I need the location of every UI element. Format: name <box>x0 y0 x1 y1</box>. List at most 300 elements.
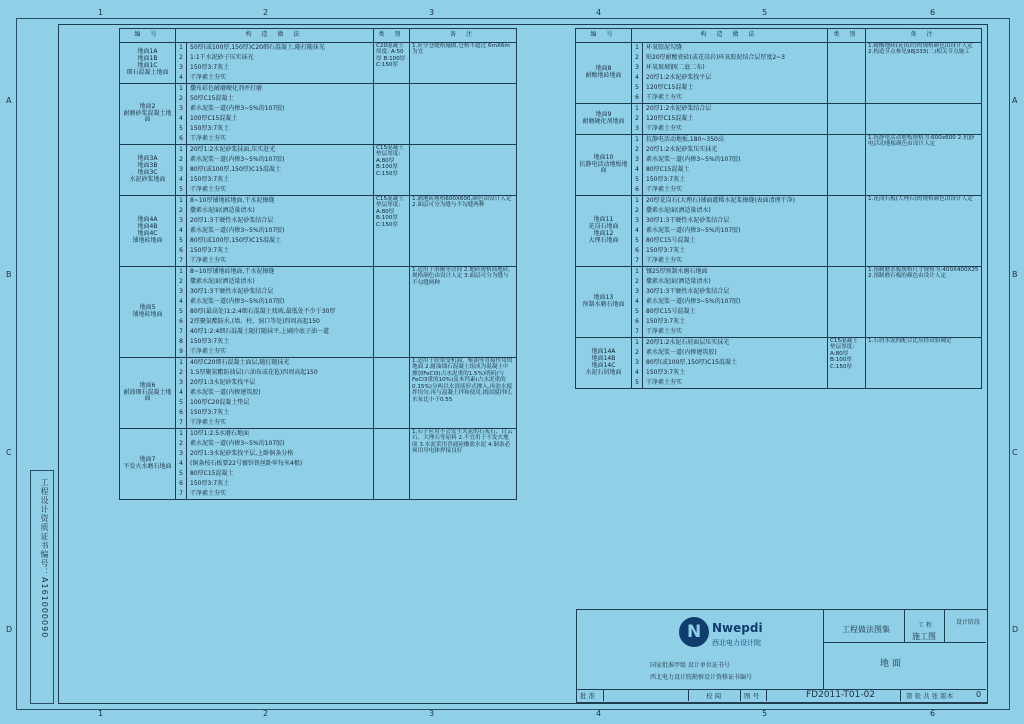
step-text: 干净素土夯实 <box>190 256 227 264</box>
table-row <box>576 135 982 196</box>
floor-code: 地面3A <box>137 155 158 163</box>
table-row <box>120 84 517 145</box>
step-text: 150厚3:7灰土 <box>646 175 686 183</box>
category-cell <box>828 104 866 135</box>
drawing-number: FD2011-T01-02 <box>806 690 876 700</box>
phase-label: 工 程 <box>918 622 932 629</box>
construction-steps <box>632 135 828 196</box>
construction-step <box>634 104 825 114</box>
construction-step <box>178 165 371 175</box>
floor-code: 地面12 <box>593 230 614 237</box>
step-text: 150厚3:7灰土 <box>190 337 230 345</box>
note-cell <box>410 84 517 145</box>
construction-step <box>178 489 371 499</box>
step-text: 150厚3:7灰土 <box>190 63 230 71</box>
table-row <box>120 196 517 267</box>
note-cell: 1.适用于浴厕等房间 2.地砖规格商地砖,规格颜色由设计人定 3.面层可分为缝与不勾缝两种 <box>410 267 517 358</box>
floor-code: 花岗石地面 <box>588 223 619 231</box>
construction-step <box>634 297 825 307</box>
floor-code-cell <box>120 84 176 145</box>
construction-step <box>178 185 371 195</box>
step-text: 120厚C15混凝土 <box>646 114 694 122</box>
step-number: 4 <box>176 114 187 124</box>
floor-code: 地面10 <box>593 153 614 161</box>
step-number: 1 <box>176 267 187 277</box>
floor-code: 地面4C <box>137 230 158 237</box>
step-number: 4 <box>632 297 643 307</box>
step-number: 6 <box>632 246 643 256</box>
construction-step <box>634 287 825 297</box>
construction-step <box>178 368 371 378</box>
construction-step <box>178 378 371 388</box>
step-text: 素水泥浆一道(内掺建筑胶) <box>190 388 261 396</box>
construction-step <box>634 155 825 165</box>
header-code: 编 号 <box>576 29 632 43</box>
row-marker: D <box>1012 625 1019 634</box>
company-logo-icon <box>679 617 709 647</box>
table-row <box>120 429 517 500</box>
floor-code: 大理石地面 <box>588 236 619 244</box>
category-cell <box>374 84 410 145</box>
construction-steps <box>176 43 374 84</box>
floor-code: 地面5 <box>139 304 156 312</box>
step-number: 4 <box>176 388 187 398</box>
construction-step <box>178 449 371 459</box>
step-text: 50厚(或100厚,150厚)C20细石混凝土,随打随抹光 <box>190 43 325 51</box>
construction-step <box>634 256 825 266</box>
construction-steps <box>632 338 828 389</box>
construction-step <box>178 358 371 368</box>
category-cell <box>828 43 866 104</box>
step-text: 干净素土夯实 <box>190 73 227 81</box>
construction-step <box>634 307 825 317</box>
step-text: 40厚1:2:4细石混凝土随打随抹平,上刷冷底子油一道 <box>190 327 330 335</box>
construction-step <box>634 175 825 185</box>
floor-code: 水泥石屑地面 <box>585 368 622 376</box>
column-marker: 1 <box>98 709 104 718</box>
step-text: 抗静电活动地板,180~350高 <box>646 135 724 143</box>
step-number: 4 <box>176 297 187 307</box>
construction-step <box>634 135 825 145</box>
note-cell: 1.应分仓缝格施做,仓格不超过 6mX6m 为宜 <box>410 43 517 84</box>
category-cell <box>828 135 866 196</box>
step-text: 素水泥浆一道(内掺3~5%的107胶) <box>190 439 285 447</box>
step-text: 150厚3:7灰土 <box>190 479 230 487</box>
category-cell <box>828 196 866 267</box>
step-number: 1 <box>176 145 187 155</box>
category-cell: C15混凝土 垫层厚度: A:80厚 B:100厚 C:150厚 <box>828 338 866 389</box>
step-number: 2 <box>632 277 643 287</box>
step-text: 环氧胶泥勾缝 <box>646 43 683 51</box>
note-cell: 1.铺地砖规格600X600,颜色由设计人定 2.面层可分为缝与不勾缝两种 <box>410 196 517 267</box>
row-marker: B <box>1012 270 1018 279</box>
floor-code: 预制水磨石地面 <box>582 301 625 308</box>
step-text: 干净素土夯实 <box>190 418 227 426</box>
step-text: 80厚(最高处)1:2:4细石混凝土找坡,最低处不少于30厚 <box>190 307 336 315</box>
step-text: 20厚1:2水泥砂浆抹面,压实赶光 <box>190 145 276 153</box>
construction-step <box>178 43 371 53</box>
floor-code: 耐油细石混凝土地面 <box>123 388 172 403</box>
step-text: 撒素水泥面(洒适量清水) <box>646 277 711 285</box>
step-number: 6 <box>176 134 187 144</box>
column-marker: 2 <box>263 709 269 718</box>
construction-step <box>178 134 371 144</box>
note-cell: 1.抗静电活动地板规格为:600x600 2.抗静电活动地板颜色由设计人定 <box>866 135 982 196</box>
step-number: 3 <box>176 287 187 297</box>
construction-step <box>634 43 825 53</box>
step-number: 2 <box>632 348 643 358</box>
step-number: 3 <box>176 216 187 226</box>
company-name: Nwepdi <box>712 621 763 635</box>
step-text: (铜条按石板要22号镀锌铁丝卧牢每米4根) <box>190 459 303 467</box>
step-number: 7 <box>632 327 643 337</box>
construction-step <box>178 327 371 337</box>
floor-code-cell <box>120 429 176 500</box>
construction-step <box>634 145 825 155</box>
column-marker: 2 <box>263 8 269 17</box>
construction-step <box>178 347 371 357</box>
step-text: 150厚3:7灰土 <box>646 368 686 376</box>
step-number: 3 <box>632 358 643 368</box>
right-construction-table <box>575 28 982 389</box>
floor-code-cell <box>120 358 176 429</box>
construction-step <box>178 155 371 165</box>
step-number: 5 <box>176 398 187 408</box>
construction-step <box>178 114 371 124</box>
step-text: 素水泥浆一道(内掺3~5%的107胶) <box>190 104 285 112</box>
construction-steps <box>176 196 374 267</box>
construction-step <box>634 185 825 195</box>
step-text: 撒素水泥面(洒适量清水) <box>190 277 255 285</box>
step-text: 150厚3:7灰土 <box>646 246 686 254</box>
step-number: 5 <box>176 124 187 134</box>
construction-step <box>178 63 371 73</box>
step-number: 3 <box>632 287 643 297</box>
step-text: 80厚(或100厚,150厚)C15混凝土 <box>646 358 737 366</box>
construction-step <box>634 277 825 287</box>
construction-step <box>178 256 371 266</box>
header-category: 类 别 <box>374 29 410 43</box>
construction-steps <box>176 267 374 358</box>
floor-code: 铺地砖地面 <box>132 311 163 318</box>
step-number: 6 <box>176 317 187 327</box>
step-number: 2 <box>176 277 187 287</box>
table-row <box>576 196 982 267</box>
floor-code: 水泥砂浆地面 <box>129 175 166 183</box>
construction-step <box>178 73 371 83</box>
step-number: 3 <box>632 63 643 73</box>
step-text: 10厚1:2.5水磨石地面 <box>190 429 250 437</box>
step-text: 100厚C15混凝土 <box>190 114 238 122</box>
step-text: 1:1干水泥砂子压实抹光 <box>190 53 254 61</box>
table-row <box>576 104 982 135</box>
floor-code-cell <box>576 135 632 196</box>
step-number: 1 <box>632 104 643 114</box>
floor-code: 地面11 <box>593 216 614 224</box>
step-number: 7 <box>176 418 187 428</box>
step-number: 3 <box>176 378 187 388</box>
category-cell <box>374 429 410 500</box>
step-number: 7 <box>176 489 187 499</box>
step-text: 150厚3:7灰土 <box>190 408 230 416</box>
step-number: 6 <box>632 317 643 327</box>
step-number: 9 <box>176 347 187 357</box>
certificate-side-label: 工程设计资质证书编号：A161000090 <box>40 478 49 639</box>
row-marker: A <box>1012 96 1018 105</box>
step-number: 1 <box>632 43 643 53</box>
step-number: 2 <box>632 53 643 63</box>
step-number: 6 <box>632 93 643 103</box>
step-number: 1 <box>176 429 187 439</box>
row-marker: B <box>6 270 12 279</box>
column-marker: 4 <box>596 8 602 17</box>
floor-code: 地面8 <box>595 65 612 73</box>
step-number: 6 <box>632 185 643 195</box>
step-number: 2 <box>176 206 187 216</box>
construction-step <box>634 246 825 256</box>
construction-steps <box>632 104 828 135</box>
step-text: 镶25厚预制水磨石地面 <box>646 267 708 275</box>
step-text: 40厚C20细石混凝土面层,随打随抹光 <box>190 358 290 366</box>
construction-step <box>634 73 825 83</box>
step-number: 8 <box>176 337 187 347</box>
floor-code: 地面14A <box>591 348 616 356</box>
construction-step <box>178 267 371 277</box>
project-name: 工程做法图集 <box>842 625 890 634</box>
floor-code: 地面1C <box>137 62 158 69</box>
drawing-no-label: 图 号 <box>744 692 760 700</box>
step-number: 5 <box>632 83 643 93</box>
floor-code-cell <box>576 196 632 267</box>
floor-code-cell <box>576 104 632 135</box>
step-number: 2 <box>632 206 643 216</box>
step-number: 4 <box>176 73 187 83</box>
step-text: 撒素水泥面(洒适量清水) <box>190 206 255 214</box>
step-number: 7 <box>176 256 187 266</box>
category-cell <box>374 267 410 358</box>
step-text: 素水泥浆一道(内掺建筑胶) <box>646 348 717 356</box>
floor-code: 地面9 <box>595 111 612 119</box>
table-row <box>576 267 982 338</box>
step-number: 5 <box>632 175 643 185</box>
category-cell <box>374 358 410 429</box>
step-text: 80厚C15混凝土 <box>190 469 234 477</box>
step-text: 80厚(或100厚,150厚)C15混凝土 <box>190 165 281 173</box>
step-text: 素水泥浆一道(内掺3~5%的107胶) <box>646 297 741 305</box>
checked-label: 校 阅 <box>706 692 722 700</box>
column-marker: 5 <box>762 709 768 718</box>
construction-step <box>634 93 825 103</box>
construction-step <box>634 53 825 63</box>
step-text: 撒布彩色耐磨硬化剂并打磨 <box>190 84 263 92</box>
step-text: 20厚花岗石(大理石)铺面灌稀水泥浆擦缝(表面清理干净) <box>646 196 795 204</box>
step-text: 干净素土夯实 <box>646 256 683 264</box>
step-text: 150厚3:7灰土 <box>190 124 230 132</box>
step-text: 干净素土夯实 <box>190 185 227 193</box>
floor-code: 抗静电活动地板地面 <box>579 160 628 175</box>
note-cell: 1.花岗石板(大理石)的规格颜色由设计人定 <box>866 196 982 267</box>
construction-step <box>178 84 371 94</box>
step-text: 干净素土夯实 <box>646 378 683 386</box>
table-row <box>120 267 517 358</box>
step-number: 4 <box>176 175 187 185</box>
step-number: 6 <box>176 479 187 489</box>
step-number: 6 <box>176 408 187 418</box>
phase-value: 施工图 <box>912 632 936 641</box>
construction-step <box>634 216 825 226</box>
floor-code: 地面3B <box>137 162 158 170</box>
step-text: 150厚3:7灰土 <box>646 317 686 325</box>
category-cell: C20混凝土 厚度: A:50厚 B:100厚 C:150厚 <box>374 43 410 84</box>
construction-step <box>178 287 371 297</box>
construction-step <box>634 83 825 93</box>
construction-step <box>178 408 371 418</box>
step-number: 1 <box>176 43 187 53</box>
step-number: 7 <box>176 327 187 337</box>
step-number: 3 <box>632 155 643 165</box>
construction-step <box>634 206 825 216</box>
step-text: 8~10厚铺地砖地面,干水泥擦缝 <box>190 267 275 275</box>
step-number: 5 <box>176 185 187 195</box>
column-marker: 6 <box>930 709 936 718</box>
step-number: 4 <box>632 73 643 83</box>
step-text: 100厚C20混凝土垫层 <box>190 398 250 406</box>
step-text: 素水泥浆一道(内掺3~5%的107胶) <box>646 226 741 234</box>
row-marker: A <box>6 96 12 105</box>
floor-code: 地面1A <box>137 48 158 56</box>
header-method: 构 造 做 法 <box>632 29 828 43</box>
step-text: 80厚C15号混凝土 <box>646 236 696 244</box>
step-text: 1.5厚聚氨酯防油层(六油布或花毡)四周高起150 <box>190 368 318 376</box>
floor-code: 不发火水磨石地面 <box>123 463 172 470</box>
step-text: 80厚(或100厚,150厚)C15混凝土 <box>190 236 281 244</box>
construction-steps <box>632 43 828 104</box>
construction-step <box>178 104 371 114</box>
floor-code: 铺地砖地面 <box>132 236 163 244</box>
step-text: 80厚C15混凝土 <box>646 165 690 173</box>
construction-step <box>178 216 371 226</box>
note-cell: 1.石屑水泥的配合比应经试验确定 <box>866 338 982 389</box>
row-marker: C <box>1012 448 1018 457</box>
row-marker: C <box>6 448 12 457</box>
construction-step <box>634 348 825 358</box>
construction-step <box>178 175 371 185</box>
step-number: 3 <box>176 104 187 114</box>
header-note: 备 注 <box>866 29 982 43</box>
floor-code: 耐酸地砖地面 <box>585 72 622 79</box>
category-cell <box>828 267 866 338</box>
step-text: 20厚1:3水泥砂浆找平层,上卧铜条分格 <box>190 449 294 457</box>
stage-label: 设计阶段 <box>956 619 981 626</box>
column-marker: 3 <box>429 8 435 17</box>
table-row <box>120 43 517 84</box>
category-cell: C15混凝土 垫层厚度: A:80厚 B:100厚 C:150厚 <box>374 196 410 267</box>
step-text: 素水泥浆一道(内掺3~5%的107胶) <box>190 226 285 234</box>
step-number: 2 <box>176 94 187 104</box>
construction-step <box>634 338 825 348</box>
floor-code: 地面6 <box>139 381 156 389</box>
floor-code-cell <box>120 43 176 84</box>
column-marker: 5 <box>762 8 768 17</box>
step-number: 1 <box>176 358 187 368</box>
construction-steps <box>176 358 374 429</box>
construction-step <box>634 236 825 246</box>
step-text: 30厚1:3干硬性水泥砂浆结合层 <box>646 287 730 295</box>
step-number: 3 <box>176 449 187 459</box>
construction-steps <box>632 267 828 338</box>
construction-steps <box>632 196 828 267</box>
construction-step <box>178 206 371 216</box>
step-text: 80厚C15号混凝土 <box>646 307 696 315</box>
company-name-cn: 西北电力设计院 <box>712 639 761 647</box>
step-number: 2 <box>176 155 187 165</box>
construction-step <box>178 297 371 307</box>
step-number: 5 <box>176 469 187 479</box>
note-cell: 1.耐酸地砖(花岗岩)的规格颜色由设计人定 2.构造节点参见98J333(二)相关节点施工 <box>866 43 982 104</box>
step-text: 30厚1:3干硬性水泥砂浆结合层 <box>646 216 730 224</box>
step-text: 干净素土夯实 <box>190 489 227 497</box>
step-text: 20厚1:2水泥石屑面层压实抹光 <box>646 338 730 346</box>
floor-code-cell <box>576 338 632 389</box>
table-row <box>576 43 982 104</box>
step-number: 2 <box>632 114 643 124</box>
floor-code: 地面1B <box>137 55 158 63</box>
header-method: 构 造 做 法 <box>176 29 374 43</box>
step-number: 1 <box>632 338 643 348</box>
step-number: 4 <box>632 165 643 175</box>
table-row <box>120 145 517 196</box>
construction-step <box>634 124 825 134</box>
construction-step <box>634 378 825 388</box>
construction-step <box>178 317 371 327</box>
construction-step <box>634 368 825 378</box>
step-number: 5 <box>632 307 643 317</box>
construction-step <box>634 317 825 327</box>
step-number: 2 <box>176 439 187 449</box>
step-text: 20厚1:3水泥砂浆找平层 <box>190 378 256 386</box>
step-text: 干净素土夯实 <box>646 185 683 193</box>
step-number: 2 <box>632 145 643 155</box>
step-number: 4 <box>176 459 187 469</box>
row-marker: D <box>6 625 13 634</box>
step-text: 干净素土夯实 <box>646 93 683 101</box>
construction-step <box>178 94 371 104</box>
floor-code: 地面4B <box>137 223 158 231</box>
step-text: 20厚1:3干硬性水泥砂浆结合层 <box>190 216 274 224</box>
drawing-title: 地 面 <box>880 659 901 669</box>
step-number: 3 <box>176 63 187 73</box>
version-number: 0 <box>976 690 982 699</box>
construction-step <box>178 53 371 63</box>
floor-code: 地面2 <box>139 102 156 110</box>
step-text: 撒素水泥面(洒适量清水) <box>646 206 711 214</box>
construction-step <box>178 337 371 347</box>
certificate-line-2: 西北电力设计院勘察设计资格证书编号 <box>650 674 753 681</box>
construction-step <box>178 236 371 246</box>
floor-code: 地面7 <box>139 456 156 464</box>
construction-step <box>178 439 371 449</box>
step-text: 干净素土夯实 <box>190 134 227 142</box>
construction-steps <box>176 145 374 196</box>
note-cell: 1.石子应用不会发生火花的石灰石、白云石、大理石等原料 2.不宜用于不发火地面 3.水泥采用普通硅酸盐水泥 4.铜条必须用导电体焊接良好 <box>410 429 517 500</box>
construction-step <box>634 327 825 337</box>
header-note: 备 注 <box>410 29 517 43</box>
construction-step <box>634 63 825 73</box>
construction-step <box>178 307 371 317</box>
header-code: 编 号 <box>120 29 176 43</box>
step-number: 1 <box>632 196 643 206</box>
step-number: 4 <box>632 368 643 378</box>
